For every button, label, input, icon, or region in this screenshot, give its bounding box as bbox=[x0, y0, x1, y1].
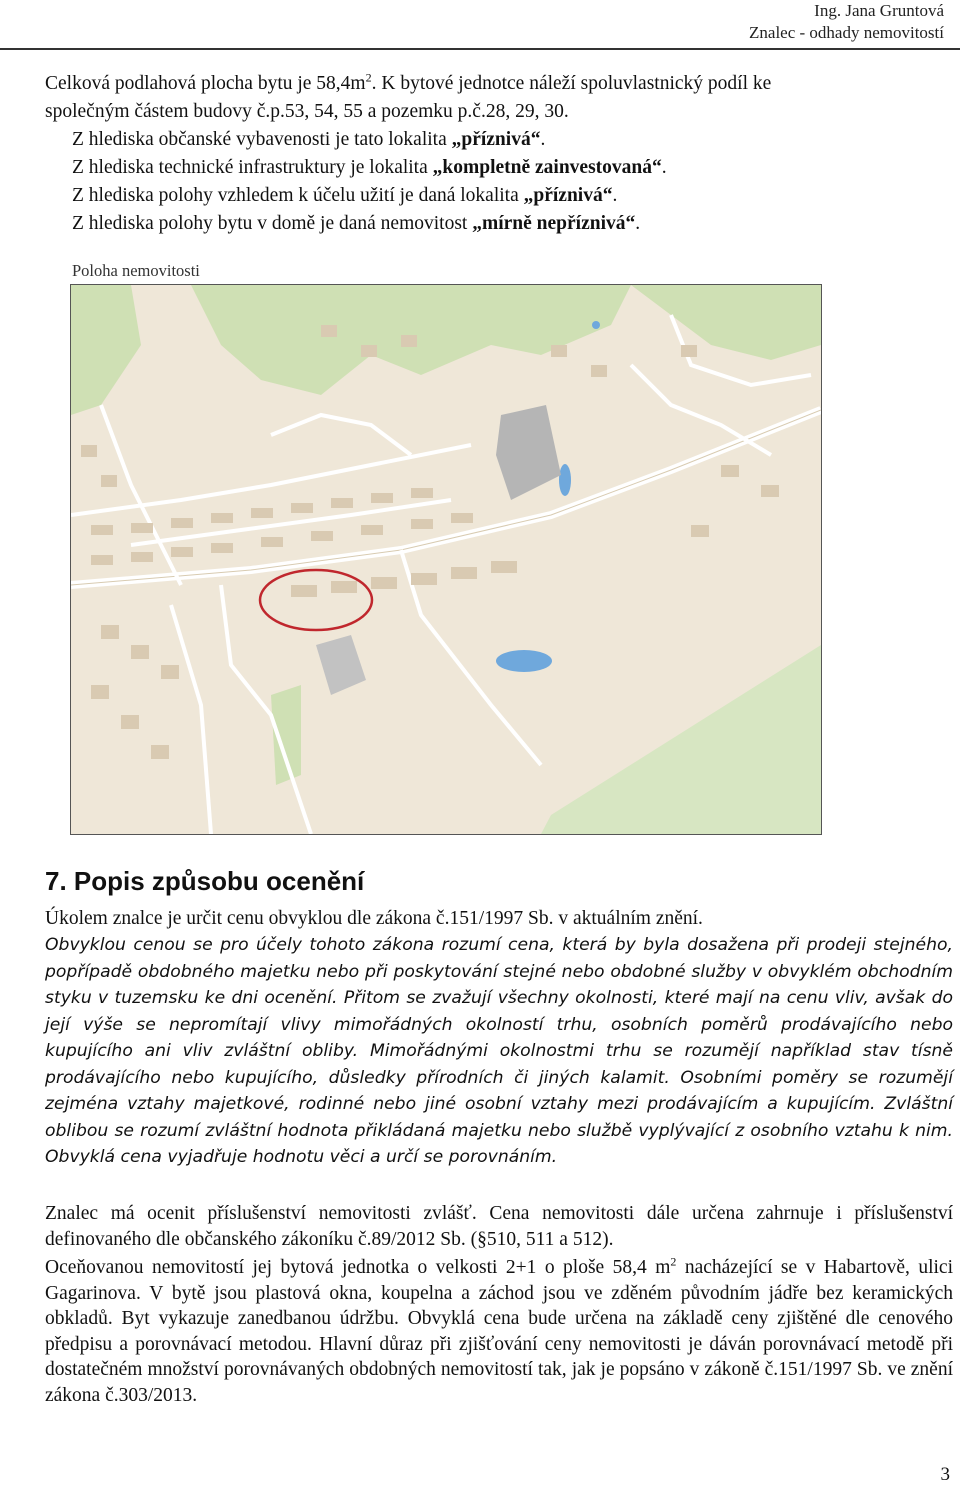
paragraph-subject bbox=[45, 1255, 953, 1408]
tech-prefix: Z hlediska technické infrastruktury je lokalita bbox=[72, 157, 433, 178]
purpose-value: „příznivá“ bbox=[523, 185, 613, 206]
dot: . bbox=[661, 157, 667, 178]
intro-share-line: společným částem budovy č.p.53, 54, 55 a pozemku p.č.28, 29, 30. bbox=[45, 101, 569, 122]
header-divider bbox=[0, 48, 960, 50]
subject-text-b: nacházející se v Habartově, ulici Gagarinova. V bytě jsou plastová okna, koupelna a záchod jsou ve zděném původním jádře bez keramických obkladů. Byt vykazuje zanedbanou údržbu. Obvyklá cena bude určena na základě ceny zjištěné dle cenového předpisu a porovnávací metodou. Hlavní důraz při zjišťování ceny nemovitosti je dáván porovnávací metodě při dostatečném množství porovnávaných obdobných nemovitostí tak, jak je popsáno v zákoně č.151/1997 Sb. ve znění zákona č.303/2013. bbox=[45, 1257, 953, 1406]
share-text: . K bytové jednotce náleží spoluvlastnický podíl ke bbox=[371, 73, 772, 94]
paragraph-task: Úkolem znalce je určit cenu obvyklou dle zákona č.151/1997 Sb. v aktuálním znění. bbox=[45, 908, 703, 929]
section-title: 7. Popis způsobu ocenění bbox=[45, 866, 365, 896]
intro-purpose-line bbox=[72, 182, 952, 210]
intro-block bbox=[45, 70, 952, 238]
paragraph-accessories: Znalec má ocenit příslušenství nemovitosti zvlášť. Cena nemovitosti dále určena zahrnuje i příslušenství definovaného dle občanského zákoníku č.89/2012 Sb. (§510, 511 a 512). bbox=[45, 1203, 953, 1250]
dot: . bbox=[540, 129, 546, 150]
location-map bbox=[70, 284, 822, 835]
map-image bbox=[71, 285, 821, 834]
subject-text-a: Oceňovanou nemovitostí jej bytová jednotka o velkosti 2+1 o ploše 58,4 m bbox=[45, 1257, 671, 1278]
intro-civic-line bbox=[72, 126, 952, 154]
dot: . bbox=[635, 213, 641, 234]
dot: . bbox=[612, 185, 618, 206]
page-number: 3 bbox=[940, 1464, 950, 1485]
intro-area-line bbox=[45, 70, 952, 98]
civic-value: „příznivá“ bbox=[451, 129, 541, 150]
tech-value: „kompletně zainvestovaná“ bbox=[432, 157, 662, 178]
page-header bbox=[749, 0, 944, 44]
header-role: Znalec - odhady nemovitostí bbox=[749, 23, 944, 42]
header-author: Ing. Jana Gruntová bbox=[814, 1, 944, 20]
house-value: „mírně nepříznivá“ bbox=[472, 213, 636, 234]
subject-sup: 2 bbox=[670, 1254, 677, 1269]
paragraph-definition: Obvyklou cenou se pro účely tohoto zákona rozumí cena, která by byla dosažena při prodeji stejného, popřípadě obdobného majetku nebo při poskytování stejné nebo obdobné služby v obvyklém obchodním styku v tuzemsku ke dni ocenění. Přitom se zvažují všechny okolnosti, které mají na cenu vliv, avšak do její výše se nepromítají vlivy mimořádných okolností trhu, osobních poměrů prodávajícího nebo kupujícího ani vliv zvláštní obliby. Mimořádnými okolnostmi trhu se rozumějí například stav tísně prodávajícího nebo kupujícího, důsledky přírodních či jiných kalamit. Osobními poměry se rozumějí zejména vztahy majetkové, rodinné nebo jiné osobní vztahy mezi prodávajícím a kupujícím. Zvláštní oblibou se rozumí zvláštní hodnota přikládaná majetku nebo službě vyplývající z osobního vztahu k nim. Obvyklá cena vyjadřuje hodnotu věci a určí se porovnáním. bbox=[45, 935, 953, 1167]
civic-prefix: Z hlediska občanské vybavenosti je tato lokalita bbox=[72, 129, 452, 150]
map-caption: Poloha nemovitosti bbox=[72, 261, 200, 280]
intro-tech-line bbox=[72, 154, 952, 182]
intro-house-line bbox=[72, 210, 952, 238]
area-text: Celková podlahová plocha bytu je 58,4m bbox=[45, 73, 366, 94]
purpose-prefix: Z hlediska polohy vzhledem k účelu užití je daná lokalita bbox=[72, 185, 524, 206]
house-prefix: Z hlediska polohy bytu v domě je daná nemovitost bbox=[72, 213, 473, 234]
area-sup: 2 bbox=[365, 70, 372, 85]
